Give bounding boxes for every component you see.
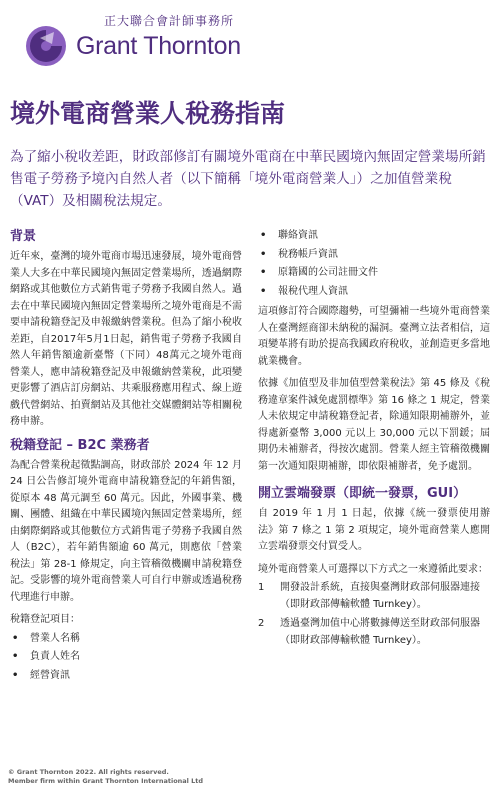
left-column <box>10 228 242 688</box>
registration-items-list-a <box>10 631 242 685</box>
list-item: • 經營資訊 <box>10 668 242 685</box>
einvoice-heading: 開立雲端發票（即統一發票，GUI） <box>258 486 467 501</box>
option-number: 1 <box>258 582 265 593</box>
list-item: • 聯絡資訊 <box>258 228 490 245</box>
footer-copyright: © Grant Thornton 2022. All rights reserved. <box>8 768 169 776</box>
brand-name-cn: 正大聯合會計師事務所 <box>104 14 235 28</box>
option-text: 開發設計系統，直接與臺灣財政部伺服器連接（即財政部傳輸軟體 Turnkey）。 <box>280 582 480 610</box>
registration-items-list-b <box>258 228 490 300</box>
registration-body: 為配合營業稅起徵點調高，財政部於 2024 年 12 月 24 日公告修訂境外電商申請稅籍登記的年銷售額，從原本 48 萬元調至 60 萬元。因此，外國事業、機關、團體、組織在中華民國境內無固定營業場所，經由網際網路或其他數位方式銷售電子勞務予我國自然人（B2C），若年銷售額逾 60 萬元，則應依「營業稅法」第 28-1 條規定，向主管稽徵機關申請稅籍登記。受影響的境外電商營業人可自行申辦或透過稅務代理進行申辦。 <box>10 459 242 603</box>
footer-member: Member firm within Grant Thornton International Ltd <box>8 777 204 785</box>
brand-name-en: Grant Thornton <box>76 32 241 60</box>
option-number: 2 <box>258 618 265 629</box>
background-heading: 背景 <box>10 229 37 244</box>
registration-heading: 稅籍登記 – B2C 業務者 <box>10 437 150 453</box>
list-item: • 稅務帳戶資訊 <box>258 247 490 264</box>
intro-paragraph: 為了縮小稅收差距，財政部修訂有關境外電商在中華民國境內無固定營業場所銷售電子勞務予境內自然人者（以下簡稱「境外電商營業人」）之加值營業稅（VAT）及相關稅法規定。 <box>10 149 486 209</box>
list-item: • 原籍國的公司註冊文件 <box>258 265 490 282</box>
option-text: 透過臺灣加值中心將數據傳送至財政部伺服器（即財政部傳輸軟體 Turnkey）。 <box>280 618 480 646</box>
einvoice-body: 自 2019 年 1 月 1 日起，依據《統一發票使用辦法》第 7 條之 1 第 2 項規定，境外電商營業人應開立雲端發票交付買受人。 <box>258 508 490 552</box>
footer <box>8 768 203 786</box>
brand-logo <box>24 10 324 70</box>
list-item: • 報稅代理人資訊 <box>258 284 490 301</box>
list-item <box>258 580 490 613</box>
list-item: • 營業人名稱 <box>10 631 242 648</box>
background-body: 近年來，臺灣的境外電商市場迅速發展，境外電商營業人大多在中華民國境內無固定營業場所，透過網際網路或其他數位方式銷售電子勞務予我國自然人。過去在中華民國境內無固定營業場所之境外電商是不需要申請稅籍登記及申報繳納營業稅。但為了縮小稅收差距，自2017年5月1日起，銷售電子勞務予我國自然人年銷售額逾新臺幣（下同）48萬元之境外電商營業人，應申請稅籍登記及申報繳納營業稅，此項變更影響了酒店訂房網站、共乘服務應用程式、線上遊戲代營網站、拍賣網站及其他社交媒體網站等相關稅務申辦。 <box>10 251 242 427</box>
registration-items-label: 稅籍登記項目： <box>10 614 80 625</box>
grant-thornton-mark-icon <box>24 24 68 68</box>
einvoice-options-intro: 境外電商營業人可選擇以下方式之一來遵循此要求： <box>258 563 488 575</box>
list-item: • 負責人姓名 <box>10 649 242 666</box>
list-item <box>258 616 490 649</box>
einvoice-options-list <box>258 580 490 649</box>
penalty-paragraph: 依據《加值型及非加值型營業稅法》第 45 條及《稅務違章案件減免處罰標準》第 16 條之 1 規定，營業人未依規定申請稅籍登記者，除通知限期補辦外，並得處新臺幣 3,000 元以上 30,000 元以下罰鍰；屆期仍未補辦者，得按次處罰。營業人經主管稽徵機關第一次通知限期補辦，即依限補辦者，免予處罰。 <box>258 378 490 472</box>
right-column <box>258 228 490 652</box>
page-title: 境外電商營業人稅務指南 <box>10 99 286 128</box>
trend-note: 這項修訂符合國際趨勢，可望彌補一些境外電商營業人在臺灣經商卻未納稅的漏洞。臺灣立法者相信，這項變革將有助於提高我國政府稅收，並創造更多當地就業機會。 <box>258 306 490 367</box>
